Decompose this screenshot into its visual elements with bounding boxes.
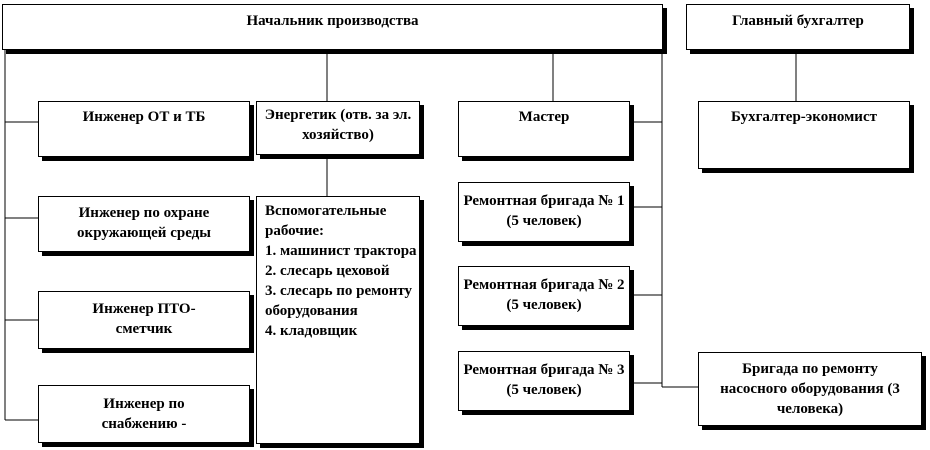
- node-brigade-3-label: Ремонтная бригада № 3 (5 человек): [463, 362, 625, 398]
- node-engineer-env-label: Инженер по охране окружающей среды: [77, 205, 211, 241]
- node-chief-accountant-label: Главный бухгалтер: [732, 13, 864, 29]
- node-aux-workers-item-2: 2. слесарь цеховой: [265, 263, 390, 279]
- node-aux-workers-item-3: 3. слесарь по ремонту оборудования: [265, 283, 413, 319]
- node-head: [2, 4, 663, 50]
- node-head-label: Начальник производства: [246, 13, 419, 29]
- node-aux-workers-title: Вспомогательные рабочие:: [265, 203, 387, 239]
- node-aux-workers: [256, 196, 420, 444]
- node-energetic-label: Энергетик (отв. за эл. хозяйство): [264, 107, 412, 143]
- node-chief-accountant: [686, 4, 910, 50]
- node-engineer-pto: [38, 291, 250, 349]
- node-master: [458, 101, 630, 157]
- node-brigade-1-label: Ремонтная бригада № 1 (5 человек): [463, 193, 625, 229]
- node-engineer-ot-label: Инженер ОТ и ТБ: [82, 109, 206, 125]
- node-aux-workers-item-1: 1. машинист трактора: [265, 243, 417, 259]
- node-brigade-3: [458, 351, 630, 411]
- node-master-label: Мастер: [518, 109, 570, 125]
- node-engineer-supply-label: Инженер по снабжению -: [101, 396, 187, 432]
- node-brigade-2: [458, 266, 630, 326]
- node-brigade-2-label: Ремонтная бригада № 2 (5 человек): [463, 277, 625, 313]
- node-accountant-economist: [698, 101, 910, 169]
- node-engineer-ot: [38, 101, 250, 157]
- node-accountant-economist-label: Бухгалтер-экономист: [731, 109, 877, 125]
- node-energetic: [256, 101, 420, 155]
- node-pump-brigade: [698, 352, 922, 426]
- node-engineer-env: [38, 196, 250, 252]
- node-engineer-supply: [38, 385, 250, 443]
- node-engineer-pto-label: Инженер ПТО-сметчик: [92, 301, 196, 337]
- node-brigade-1: [458, 182, 630, 242]
- node-pump-brigade-label: Бригада по ремонту насосного оборудования (3 человека): [720, 361, 900, 417]
- node-aux-workers-item-4: 4. кладовщик: [265, 323, 358, 339]
